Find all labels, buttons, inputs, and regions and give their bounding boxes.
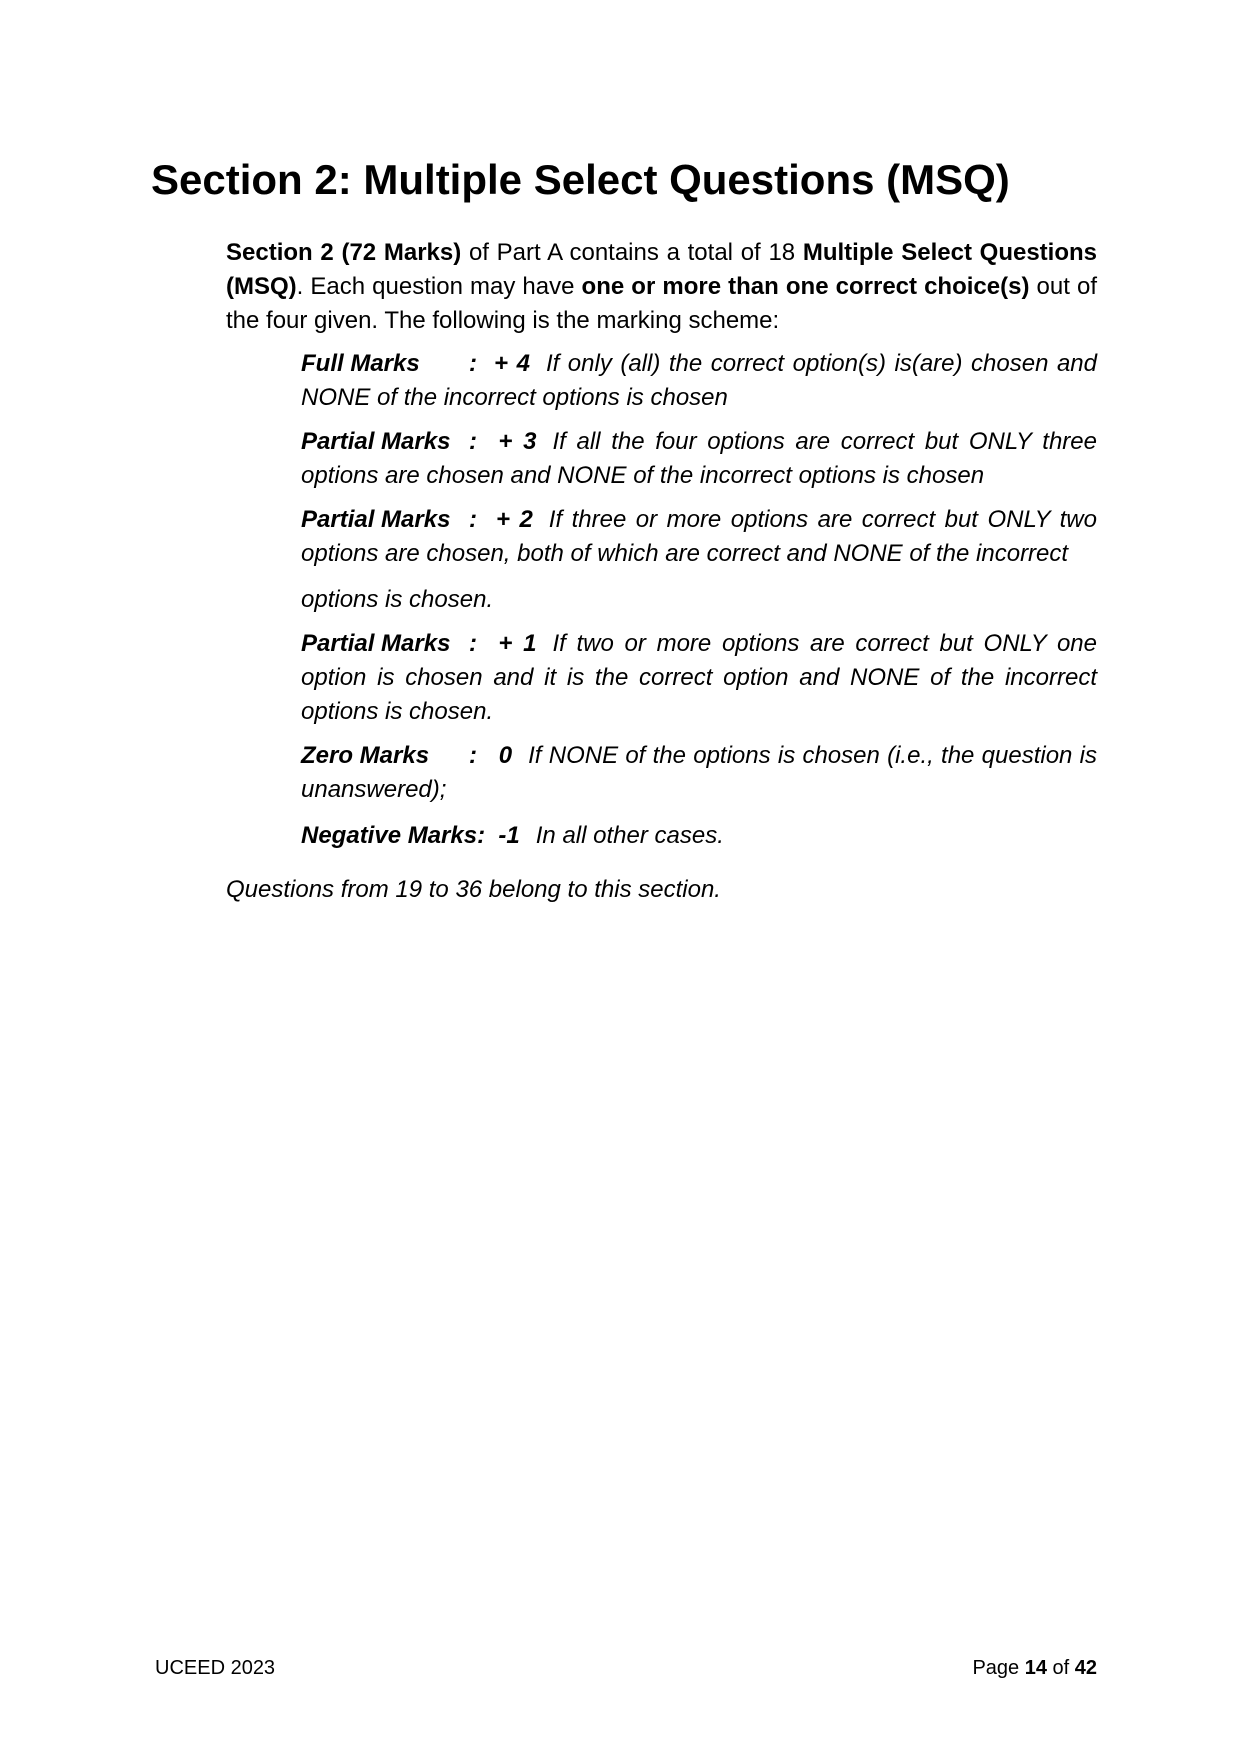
intro-correct-choice: one or more than one correct choice(s) bbox=[581, 273, 1030, 300]
scheme-full-marks bbox=[301, 347, 1097, 415]
footer-exam-name: UCEED 2023 bbox=[155, 1657, 276, 1679]
scheme-marks: + 2 bbox=[495, 506, 533, 533]
scheme-negative-marks bbox=[301, 819, 1097, 853]
scheme-separator: : bbox=[469, 350, 477, 377]
scheme-separator: : bbox=[469, 630, 477, 657]
scheme-partial-marks-2 bbox=[301, 503, 1097, 571]
section-questions-note: Questions from 19 to 36 belong to this section. bbox=[226, 876, 721, 903]
scheme-text: In all other cases. bbox=[535, 822, 724, 849]
intro-text-3: out of the four given. The following is the marking scheme: bbox=[226, 273, 1097, 334]
intro-paragraph bbox=[226, 236, 1097, 338]
scheme-text: If two or more options are correct but ONLY one option is chosen and it is the correct option and NONE of the incorrect options is chosen. bbox=[301, 630, 1098, 725]
scheme-text: If all the four options are correct but ONLY three options are chosen and NONE of the incorrect options is chosen bbox=[301, 428, 1097, 489]
scheme-text: If NONE of the options is chosen (i.e., the question is unanswered); bbox=[301, 742, 1097, 803]
scheme-label: Partial Marks bbox=[301, 428, 451, 455]
intro-text-2: . Each question may have bbox=[296, 273, 582, 300]
page-prefix: Page bbox=[972, 1657, 1025, 1679]
scheme-marks: + 1 bbox=[498, 630, 537, 657]
scheme-marks: + 4 bbox=[494, 350, 530, 377]
footer-page-number bbox=[972, 1655, 1097, 1681]
page-total: 42 bbox=[1074, 1657, 1097, 1679]
scheme-text: If three or more options are correct but ONLY two options are chosen, both of which are correct and NONE of the incorrect bbox=[301, 506, 1097, 567]
scheme-separator: : bbox=[469, 506, 477, 533]
page-current: 14 bbox=[1024, 1657, 1047, 1679]
scheme-marks: + 3 bbox=[498, 428, 537, 455]
scheme-label: Full Marks bbox=[301, 350, 420, 377]
scheme-partial-marks-2-continued: options is chosen. bbox=[301, 586, 494, 613]
scheme-label: Negative Marks: bbox=[301, 822, 486, 849]
scheme-partial-marks-1 bbox=[301, 627, 1097, 729]
scheme-marks: -1 bbox=[498, 822, 520, 849]
scheme-separator: : bbox=[469, 742, 477, 769]
scheme-separator: : bbox=[469, 428, 477, 455]
scheme-label: Zero Marks bbox=[301, 742, 430, 769]
page-of: of bbox=[1046, 1657, 1075, 1679]
intro-section-marks: Section 2 (72 Marks) bbox=[226, 239, 462, 266]
page-title: Section 2: Multiple Select Questions (MSQ) bbox=[151, 156, 1010, 203]
scheme-label: Partial Marks bbox=[301, 630, 451, 657]
scheme-marks: 0 bbox=[498, 742, 513, 769]
intro-question-type: Multiple Select Questions (MSQ) bbox=[226, 239, 1098, 300]
scheme-text: If only (all) the correct option(s) is(are) chosen and NONE of the incorrect options is chosen bbox=[301, 350, 1097, 411]
scheme-zero-marks bbox=[301, 739, 1097, 807]
intro-text-1: of Part A contains a total of 18 bbox=[461, 239, 803, 266]
scheme-label: Partial Marks bbox=[301, 506, 451, 533]
scheme-partial-marks-3 bbox=[301, 425, 1097, 493]
